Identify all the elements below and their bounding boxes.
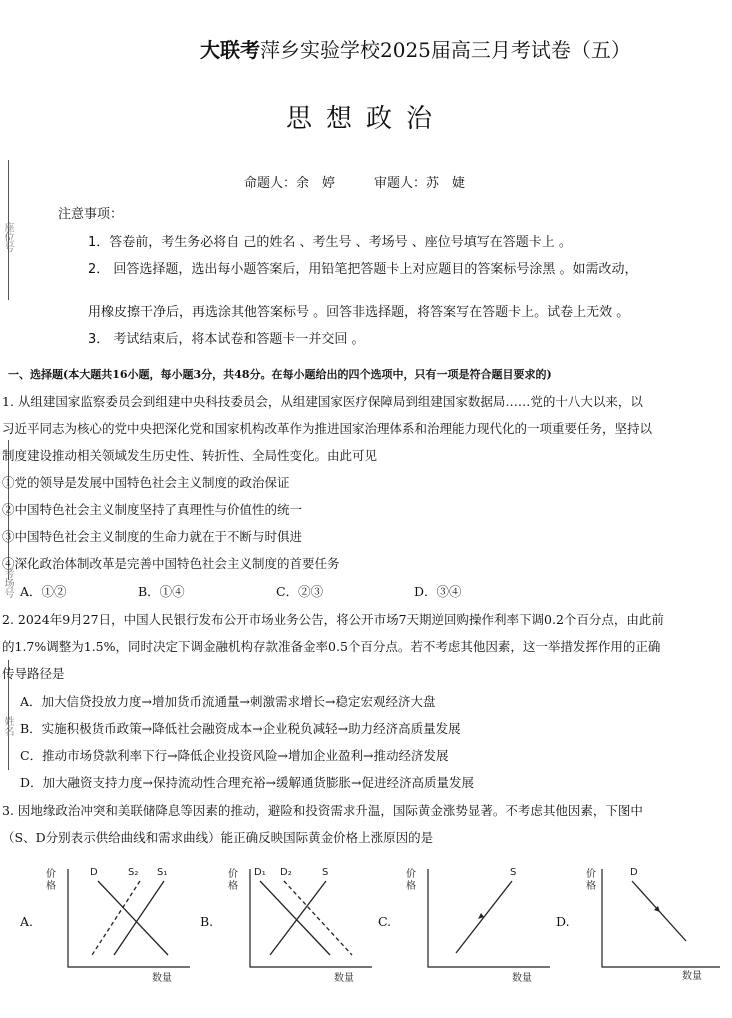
graph-a-curve-s1 — [114, 881, 164, 955]
notice-heading: 注意事项： — [58, 207, 124, 222]
graph-c-ylabel-2: 格 — [406, 881, 416, 892]
graph-a-label-s1: S₁ — [157, 867, 168, 878]
q2-line-3: 传导路径是 — [2, 666, 65, 681]
q3-graph-b[interactable] — [222, 855, 382, 985]
graph-a-ylabel-1: 价 — [46, 869, 56, 880]
section-heading: 一、选择题(本大题共16小题，每小题3分，共48分。在每小题给出的四个选项中，只有一项是符合题目要求的) — [8, 368, 552, 381]
graph-b-axes — [250, 869, 372, 967]
q3-graph-d[interactable] — [572, 855, 732, 985]
graph-a-axes — [68, 869, 190, 967]
q2-option-c[interactable]: C．推动市场贷款利率下行→降低企业投资风险→增加企业盈利→推动经济发展 — [20, 748, 449, 763]
q3-option-b-label[interactable]: B. — [200, 914, 214, 929]
graph-b-label-s: S — [322, 867, 329, 878]
q1-statement-2: ②中国特色社会主义制度坚持了真理性与价值性的统一 — [2, 502, 303, 517]
q1-option-c[interactable]: C．②③ — [276, 584, 324, 599]
q3-graph-c[interactable] — [400, 855, 560, 985]
q1-line-1: 1. 从组建国家监察委员会到组建中央科技委员会，从组建国家医疗保障局到组建国家数据局……党的十八大以来，以 — [2, 394, 643, 409]
exam-room-label: 考场号 — [2, 568, 13, 598]
graph-b-ylabel-1: 价 — [228, 869, 238, 880]
graph-a-label-s2: S₂ — [128, 867, 139, 878]
q3-option-d-label[interactable]: D. — [556, 914, 570, 929]
brand-name: 大联考 — [200, 38, 260, 62]
graph-c-ylabel-1: 价 — [406, 869, 416, 880]
graph-b-xlabel: 数量 — [334, 973, 354, 984]
graph-b-label-d2: D₂ — [280, 867, 292, 878]
q1-statement-4: ④深化政治体制改革是完善中国特色社会主义制度的首要任务 — [2, 556, 340, 571]
q1-option-a[interactable]: A．①② — [20, 584, 67, 599]
graph-c-axes — [428, 869, 550, 967]
notice-item-1: 1．答卷前，考生务必将自 己的姓名 、考生号 、考场号 、座位号填写在答题卡上 。 — [88, 235, 572, 250]
graph-d-ylabel-1: 价 — [586, 869, 596, 880]
q2-option-b[interactable]: B．实施积极货币政策→降低社会融资成本→企业税负减轻→助力经济高质量发展 — [20, 721, 461, 736]
graph-d-xlabel: 数量 — [682, 971, 702, 982]
q2-option-a[interactable]: A．加大信贷投放力度→增加货币流通量→刺激需求增长→稳定宏观经济大盘 — [20, 694, 436, 709]
q3-option-a-label[interactable]: A. — [20, 914, 34, 929]
notice-item-3: 3． 考试结束后，将本试卷和答题卡一并交回 。 — [88, 332, 365, 347]
q1-option-d[interactable]: D．③④ — [414, 584, 462, 599]
q1-option-b[interactable]: B．①④ — [138, 584, 185, 599]
q1-line-3: 制度建设推动相关领域发生历史性、转折性、全局性变化。由此可见 — [2, 448, 378, 463]
graph-b-label-d1: D₁ — [254, 867, 266, 878]
q3-graph-a[interactable] — [40, 855, 200, 985]
notice-item-2-cont: 用橡皮擦干净后，再选涂其他答案标号 。回答非选择题，将答案写在答题卡上。试卷上无效 。 — [88, 305, 630, 320]
graph-a-curve-d — [98, 881, 168, 955]
graph-c-label-s: S — [510, 867, 517, 878]
q2-option-d[interactable]: D．加大融资支持力度→保持流动性合理充裕→缓解通货膨胀→促进经济高质量发展 — [20, 775, 474, 790]
graph-b-ylabel-2: 格 — [228, 881, 238, 892]
graph-c-xlabel: 数量 — [512, 973, 532, 984]
q1-statement-1: ①党的领导是发展中国特色社会主义制度的政治保证 — [2, 475, 290, 490]
q3-line-2: （S、D分别表示供给曲线和需求曲线）能正确反映国际黄金价格上涨原因的是 — [2, 830, 434, 845]
q3-line-1: 3. 因地缘政治冲突和美联储降息等因素的推动，避险和投资需求升温，国际黄金涨势显著。不考虑其他因素，下图中 — [2, 803, 643, 818]
graph-d-label-d: D — [630, 867, 638, 878]
graph-a-ylabel-2: 格 — [46, 881, 56, 892]
seat-number-label: 座位号 — [2, 222, 13, 252]
graph-d-axes — [602, 869, 720, 967]
q3-option-c-label[interactable]: C. — [378, 914, 392, 929]
graph-d-ylabel-2: 格 — [586, 881, 596, 892]
name-label: 姓名 — [2, 716, 13, 736]
q1-line-2: 习近平同志为核心的党中央把深化党和国家机构改革作为推进国家治理体系和治理能力现代化的一项重要任务，坚持以 — [2, 421, 653, 436]
exam-title-rest: 萍乡实验学校2025届高三月考试卷（五） — [260, 38, 631, 62]
notice-item-2: 2． 回答选择题，选出每小题答案后，用铅笔把答题卡上对应题目的答案标号涂黑 。如需改动， — [88, 262, 638, 277]
graph-a-xlabel: 数量 — [152, 973, 172, 984]
subject-title: 思想政治 — [285, 104, 446, 134]
graph-a-label-d: D — [90, 867, 98, 878]
q2-line-2: 的1.7%调整为1.5%，同时决定下调金融机构存款准备金率0.5个百分点。若不考虑其他因素，这一举措发挥作用的正确 — [2, 639, 661, 654]
q1-statement-3: ③中国特色社会主义制度的生命力就在于不断与时俱进 — [2, 529, 303, 544]
authors-line: 命题人：余 婷 审题人：苏 婕 — [244, 176, 466, 191]
exam-title — [200, 34, 631, 63]
q2-line-1: 2. 2024年9月27日，中国人民银行发布公开市场业务公告，将公开市场7天期逆回购操作利率下调0.2个百分点，由此前 — [2, 612, 664, 627]
